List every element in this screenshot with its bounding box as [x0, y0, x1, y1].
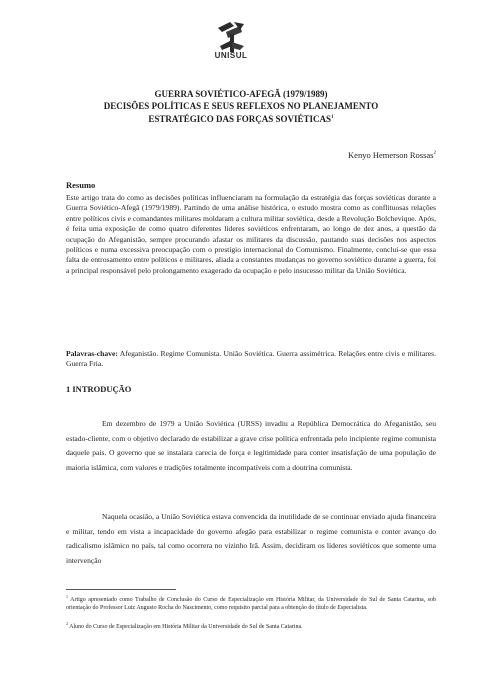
abstract-heading: Resumo	[66, 180, 96, 190]
intro-paragraph-2: Naquela ocasião, a União Soviética estava convencida da inutilidade de se continuar enviado ajuda financeira e militar, tendo em vista a incapacidade do governo afegão para estabilizar o regime comunista e conter avanço do radicalismo islâmico no país, tal como ocorrera no vizinho Irã. Assim, decidiram os líderes soviéticos que somente uma intervenção	[66, 512, 436, 565]
abstract-text: Este artigo trata do como as decisões políticas influenciaram na formulação da estratégia das forças soviéticas durante a Guerra Soviético-Afegã (1979/1989). Partindo de uma análise histórica, o estudo mostra como as conflituosas relações entre políticos civis e comandantes militares moldaram a cultura militar soviética, desde a Revolução Bolchevique. Após, é feita uma exposição de como quatro diferentes líderes soviéticos enfrentaram, ao longo de dez anos, a questão da ocupação do Afeganistão, sempre procurando afastar os militares da discussão, pautando suas decisões nos aspectos políticos e numa excessiva preocupação com o prestígio internacional do Comunismo. Finalmente, conclui-se que essa falta de entrosamento entre políticos e militares, aliada a constantes mudanças no governo soviético durante a guerra, foi a principal responsável pelo prolongamento exagerado da ocupação e pelo insucesso militar da União Soviética.	[66, 193, 436, 275]
author-line	[300, 150, 436, 160]
footnote-1	[66, 593, 436, 613]
author-name: Kenyo Hemerson Rossas	[348, 150, 434, 160]
footnote-1-text: Artigo apresentado como Trabalho de Conclusão do Curso de Especialização em História Militar, da Universidade do Sul de Santa Catarina, sob orientação do Professor Luiz Augusto Rocha do Nascimento, como requisito parcial para a obtenção do título de Especialista.	[66, 597, 437, 611]
footnote-divider	[66, 589, 176, 590]
keywords-label: Palavras-chave:	[66, 349, 118, 358]
keywords	[66, 349, 436, 370]
article-title	[60, 88, 422, 125]
title-line-1: GUERRA SOVIÉTICO-AFEGÃ (1979/1989)	[154, 89, 328, 99]
footnote-2-marker: 2	[66, 621, 68, 626]
footnote-1-marker: 1	[66, 594, 68, 599]
title-footnote-marker: 1	[331, 115, 334, 120]
intro-paragraph-1: Em dezembro de 1979 a União Soviética (URSS) invadiu a República Democrática do Afeganistão, seu estado-cliente, com o objetivo declarado de estabilizar a grave crise política enfrentada pelo incipiente regime comunista daquele país. O governo que se instalara carecia de força e legitimidade para conter insatisfação de uma população de maioria islâmica, com valores e tradições totalmente incompatíveis com a doutrina comunista.	[66, 419, 436, 472]
title-line-2: DECISÕES POLÍTICAS E SEUS REFLEXOS NO PLANEJAMENTO	[103, 101, 379, 111]
author-footnote-marker: 2	[433, 151, 436, 157]
logo-wordmark: UNISUL	[214, 51, 248, 60]
intro-heading: 1 INTRODUÇÃO	[66, 384, 132, 394]
footnote-2-text: Aluno do Curso de Especialização em História Militar da Universidade do Sul de Santa Catarina.	[69, 624, 303, 630]
footnote-2	[66, 620, 436, 632]
keywords-text: Afeganistão. Regime Comunista. União Soviética. Guerra assimétrica. Relações entre civis e militares. Guerra Fria.	[66, 349, 436, 369]
title-line-3: ESTRATÉGICO DAS FORÇAS SOVIÉTICAS	[148, 114, 332, 124]
